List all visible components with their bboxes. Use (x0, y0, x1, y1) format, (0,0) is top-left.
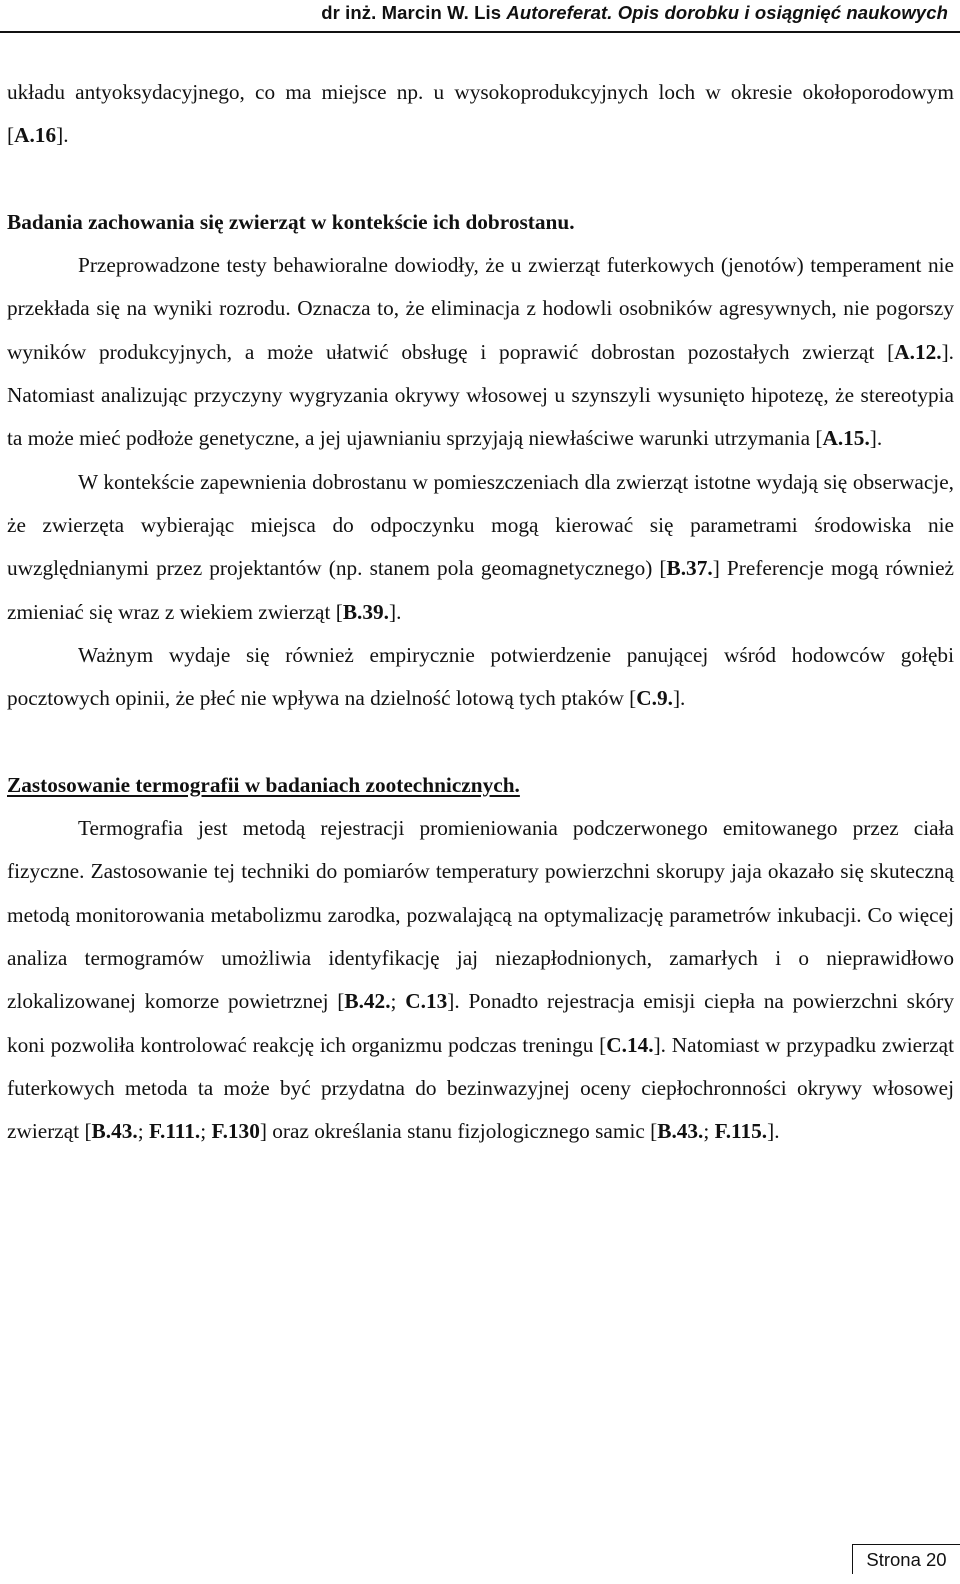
citation: C.13 (405, 989, 448, 1014)
page-number: Strona 20 (852, 1544, 960, 1574)
citation: B.39. (342, 599, 389, 624)
running-header (321, 2, 948, 24)
document-body (7, 71, 954, 1153)
citation: A.12. (894, 339, 942, 364)
spacer (7, 720, 954, 763)
citation: C.14. (606, 1032, 654, 1057)
citation: F.115. (714, 1119, 768, 1144)
section-heading-thermography: Zastosowanie termografii w badaniach zootechnicznych. (7, 772, 520, 797)
spacer (7, 158, 954, 201)
citation: C.9. (636, 686, 673, 711)
citation: B.43. (657, 1119, 704, 1144)
paragraph-thermography: Termografia jest metodą rejestracji promieniowania podczerwonego emitowanego przez ciała fizyczne. Zastosowanie tej techniki do pomiarów temperatury powierzchni skorupy jaja okazało się skuteczną metodą monitorowania metabolizmu zarodka, pozwalającą na optymalizację parametrów inkubacji. Co więcej analiza termogramów umożliwia identyfikację jaj niezapłodnionych, zamarłych i o nieprawidłowo zlokalizowanej komorze powietrznej [B.42.; C.13]. Ponadto rejestracja emisji ciepła na powierzchni skóry koni pozwoliła kontrolować reakcję ich organizmu podczas treningu [C.14.]. Natomiast w przypadku zwierząt futerkowych metoda ta może być przydatna do bezinwazyjnej oceny ciepłochronności okrywy włosowej zwierząt [B.43.; F.111.; F.130] oraz określania stanu fizjologicznego samic [B.43.; F.115.]. (7, 816, 954, 1144)
citation: A.16 (14, 123, 57, 148)
citation: B.42. (344, 989, 391, 1014)
paragraph-temperament: Przeprowadzone testy behawioralne dowiodły, że u zwierząt futerkowych (jenotów) temperament nie przekłada się na wyniki rozrodu. Oznacza to, że eliminacja z hodowli osobników agresywnych, nie pogorszy wyników produkcyjnych, a może ułatwić obsługę i poprawić dobrostan pozostałych zwierząt [A.12.]. Natomiast analizując przyczyny wygryzania okrywy włosowej u szynszyli wysunięto hipotezę, że stereotypia ta może mieć podłoże genetyczne, a jej ujawnianiu sprzyjają niewłaściwe warunki utrzymania [A.15.]. (7, 253, 954, 451)
citation: F.130 (211, 1119, 260, 1144)
header-rule (0, 31, 960, 33)
header-subtitle: Autoreferat. Opis dorobku i osiągnięć naukowych (506, 2, 948, 23)
paragraph-welfare: W kontekście zapewnienia dobrostanu w pomieszczeniach dla zwierząt istotne wydają się obserwacje, że zwierzęta wybierając miejsca do odpoczynku mogą kierować się parametrami środowiska nie uwzględnianymi przez projektantów (np. stanem pola geomagnetycznego) [B.37.] Preferencje mogą również zmieniać się wraz z wiekiem zwierząt [B.39.]. (7, 469, 954, 624)
header-author: dr inż. Marcin W. Lis (321, 2, 502, 23)
paragraph-pigeons: Ważnym wydaje się również empirycznie potwierdzenie panującej wśród hodowców gołębi pocztowych opinii, że płeć nie wpływa na dzielność lotową tych ptaków [C.9.]. (7, 642, 954, 711)
intro-paragraph: układu antyoksydacyjnego, co ma miejsce np. u wysokoprodukcyjnych loch w okresie okołoporodowym [A.16]. (7, 80, 954, 148)
citation: B.43. (91, 1119, 138, 1144)
citation: F.111. (148, 1119, 201, 1144)
citation: B.37. (666, 556, 713, 581)
section-heading-behaviour: Badania zachowania się zwierząt w kontekście ich dobrostanu. (7, 209, 575, 234)
citation: A.15. (822, 426, 870, 451)
